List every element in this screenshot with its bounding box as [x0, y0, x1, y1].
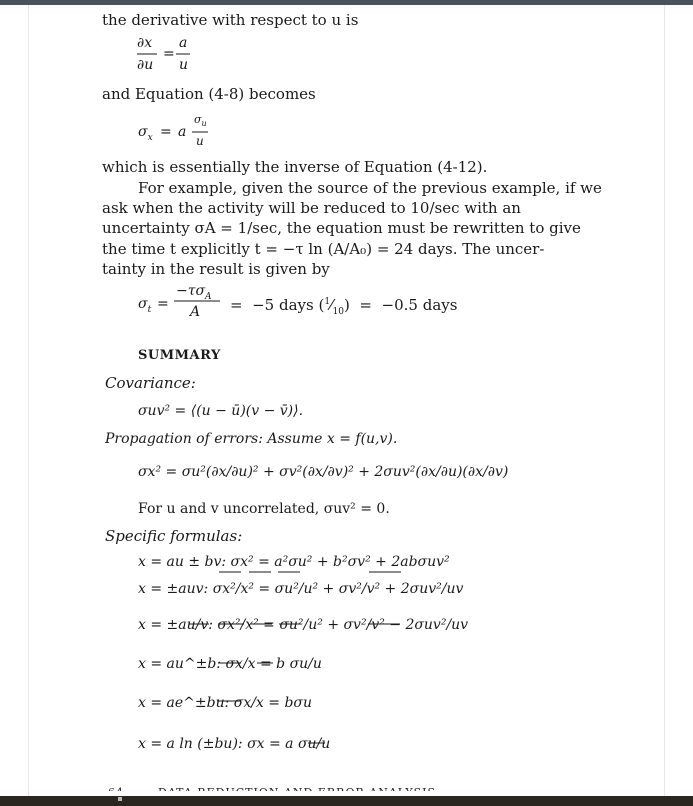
summary-heading: SUMMARY: [138, 348, 221, 363]
window-bottom-bar: [0, 796, 693, 806]
bottom-bar-marker: [118, 797, 122, 801]
covariance-label: Covariance:: [105, 374, 196, 392]
text-line-example-5: tainty in the result is given by: [102, 260, 330, 278]
uncorrelated-note: For u and v uncorrelated, σuv² = 0.: [138, 501, 390, 517]
covariance-formula: σuv² = ⟨(u − ū)(v − v̄)⟩.: [138, 403, 304, 419]
formula-power: x = au^±b: σx/x = b σu/u: [138, 656, 322, 672]
propagation-formula: σx² = σu²(∂x/∂u)² + σv²(∂x/∂v)² + 2σuv²(∂x/∂u)(∂x/∂v): [138, 464, 509, 480]
propagation-label: Propagation of errors: Assume x = f(u,v).: [105, 431, 398, 447]
text-line-example-4: the time t explicitly t = −τ ln (A/A₀) = 24 days. The uncer-: [102, 240, 545, 258]
formula-product: x = ±auv: σx²/x² = σu²/u² + σv²/v² + 2σuv²/uv: [138, 581, 464, 597]
text-line-inverse: which is essentially the inverse of Equation (4-12).: [102, 158, 488, 176]
text-line-example-3: uncertainty σA = 1/sec, the equation must be rewritten to give: [102, 219, 581, 237]
formula-quotient: x = ±au/v: σx²/x² = σu²/u² + σv²/v² − 2σuv²/uv: [138, 617, 469, 633]
formula-linear: x = au ± bv: σx² = a²σu² + b²σv² + 2abσuv²: [138, 554, 450, 570]
formula-exponential: x = ae^±bu: σx/x = bσu: [138, 695, 312, 711]
text-line-example-2: ask when the activity will be reduced to 10/sec with an: [102, 199, 521, 217]
specific-formulas-label: Specific formulas:: [105, 527, 243, 545]
text-line-example-1: For example, given the source of the previous example, if we: [138, 179, 602, 197]
text-line-derivative: the derivative with respect to u is: [102, 11, 359, 29]
text-line-equation-becomes: and Equation (4-8) becomes: [102, 85, 316, 103]
formula-logarithm: x = a ln (±bu): σx = a σu/u: [138, 736, 331, 752]
